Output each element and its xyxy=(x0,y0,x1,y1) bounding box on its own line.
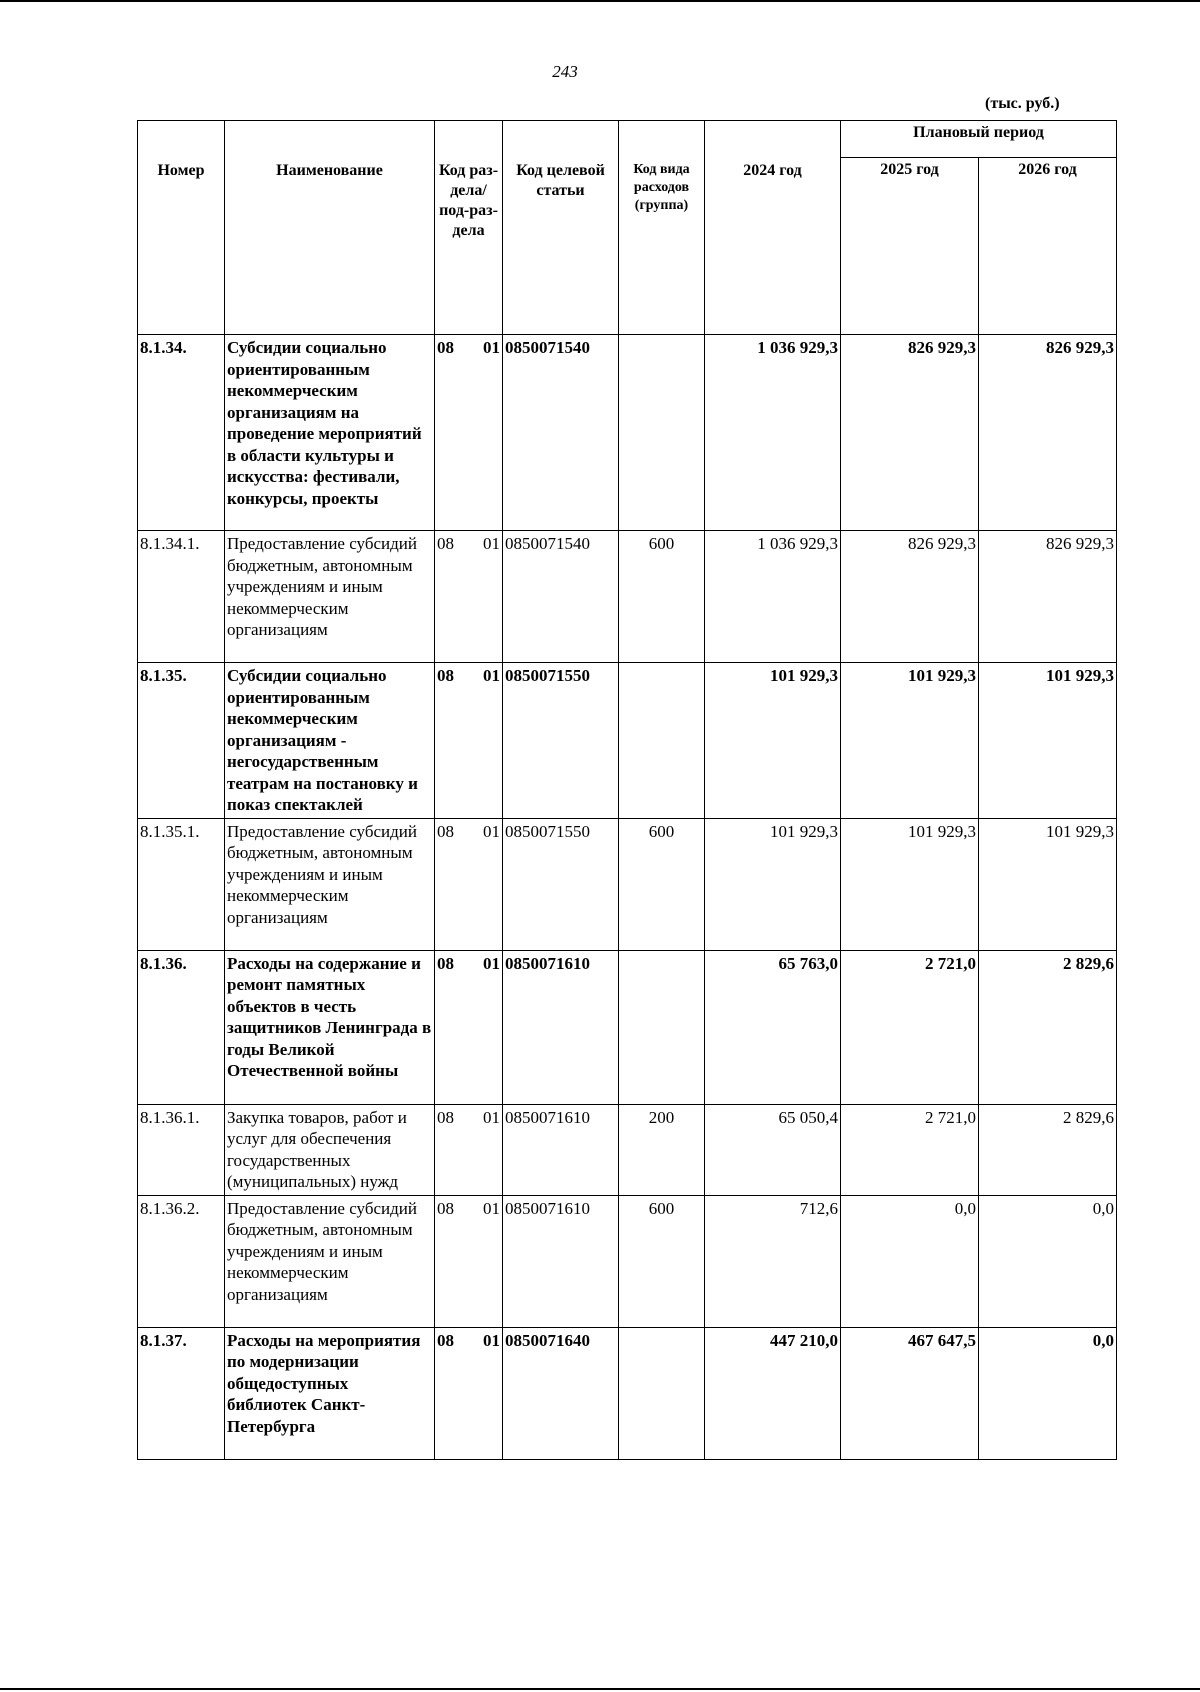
row-2024: 101 929,3 xyxy=(705,663,841,819)
row-target-code: 0850071610 xyxy=(503,1195,619,1327)
page-number: 243 xyxy=(552,62,578,81)
table-row xyxy=(138,950,1117,1104)
row-2025: 101 929,3 xyxy=(841,818,979,950)
row-subsection: 01 xyxy=(483,534,500,553)
table-row xyxy=(138,818,1117,950)
row-2025: 826 929,3 xyxy=(841,531,979,663)
row-subsection: 01 xyxy=(483,1198,500,1218)
row-2026: 826 929,3 xyxy=(979,531,1117,663)
row-expense-type xyxy=(619,1327,705,1459)
row-2026: 0,0 xyxy=(979,1327,1117,1459)
header-year-2026: 2026 год xyxy=(979,158,1117,335)
row-2024: 1 036 929,3 xyxy=(705,335,841,531)
table-row xyxy=(138,531,1117,663)
row-2026: 826 929,3 xyxy=(979,335,1117,531)
row-number: 8.1.36. xyxy=(138,950,225,1104)
row-2024: 65 050,4 xyxy=(705,1104,841,1195)
row-section: 08 xyxy=(437,666,454,685)
row-2025: 101 929,3 xyxy=(841,663,979,819)
header-year-2025: 2025 год xyxy=(841,158,979,335)
header-year-2024: 2024 год xyxy=(705,121,841,335)
row-2026: 101 929,3 xyxy=(979,818,1117,950)
row-target-code: 0850071640 xyxy=(503,1327,619,1459)
row-2024: 447 210,0 xyxy=(705,1327,841,1459)
row-target-code: 0850071540 xyxy=(503,335,619,531)
row-subsection: 01 xyxy=(483,1330,500,1350)
row-section: 08 xyxy=(437,1330,454,1350)
row-section: 08 xyxy=(437,821,454,841)
row-name: Предоставление субсидий бюджетным, автономным учреждениям и иным некоммерческим организациям xyxy=(225,818,435,950)
row-target-code: 0850071550 xyxy=(503,818,619,950)
row-expense-type: 600 xyxy=(619,1195,705,1327)
units-label: (тыс. руб.) xyxy=(985,95,1060,112)
row-2025: 2 721,0 xyxy=(841,950,979,1104)
row-number: 8.1.34. xyxy=(138,335,225,531)
header-section-code: Код раз-дела/ под-раз-дела xyxy=(435,121,503,335)
row-number: 8.1.36.2. xyxy=(138,1195,225,1327)
row-2025: 467 647,5 xyxy=(841,1327,979,1459)
row-2026: 0,0 xyxy=(979,1195,1117,1327)
row-target-code: 0850071540 xyxy=(503,531,619,663)
table-row xyxy=(138,335,1117,531)
row-section: 08 xyxy=(437,1107,454,1127)
row-name: Закупка товаров, работ и услуг для обеспечения государственных (муниципальных) нужд xyxy=(225,1104,435,1195)
row-2025: 0,0 xyxy=(841,1195,979,1327)
row-expense-type: 200 xyxy=(619,1104,705,1195)
row-name: Расходы на мероприятия по модернизации общедоступных библиотек Санкт-Петербурга xyxy=(225,1327,435,1459)
table-row xyxy=(138,663,1117,819)
row-2026: 2 829,6 xyxy=(979,950,1117,1104)
table-row xyxy=(138,1104,1117,1195)
row-number: 8.1.35. xyxy=(138,663,225,819)
table-row xyxy=(138,1195,1117,1327)
row-subsection: 01 xyxy=(483,821,500,841)
row-expense-type xyxy=(619,663,705,819)
row-target-code: 0850071610 xyxy=(503,1104,619,1195)
row-expense-type: 600 xyxy=(619,818,705,950)
row-2025: 2 721,0 xyxy=(841,1104,979,1195)
row-subsection: 01 xyxy=(483,953,500,973)
row-section: 08 xyxy=(437,1198,454,1218)
scan-bottom-edge xyxy=(0,1688,1200,1690)
header-expense-type: Код вида расходов (группа) xyxy=(619,121,705,335)
row-expense-type: 600 xyxy=(619,531,705,663)
row-number: 8.1.35.1. xyxy=(138,818,225,950)
row-2024: 1 036 929,3 xyxy=(705,531,841,663)
row-name: Субсидии социально ориентированным некоммерческим организациям - негосударственным театрам на постановку и показ спектаклей xyxy=(225,663,435,819)
row-2026: 2 829,6 xyxy=(979,1104,1117,1195)
row-name: Субсидии социально ориентированным некоммерческим организациям на проведение мероприятий в области культуры и искусства: фестивали, конкурсы, проекты xyxy=(225,335,435,531)
row-target-code: 0850071550 xyxy=(503,663,619,819)
scan-top-edge xyxy=(0,0,1200,2)
row-expense-type xyxy=(619,335,705,531)
header-number: Номер xyxy=(138,121,225,335)
row-2026: 101 929,3 xyxy=(979,663,1117,819)
header-name: Наименование xyxy=(225,121,435,335)
row-2024: 101 929,3 xyxy=(705,818,841,950)
row-expense-type xyxy=(619,950,705,1104)
row-subsection: 01 xyxy=(483,1107,500,1127)
row-subsection: 01 xyxy=(483,338,500,357)
row-section: 08 xyxy=(437,534,454,553)
table-row xyxy=(138,1327,1117,1459)
row-2024: 65 763,0 xyxy=(705,950,841,1104)
row-number: 8.1.37. xyxy=(138,1327,225,1459)
row-target-code: 0850071610 xyxy=(503,950,619,1104)
row-section: 08 xyxy=(437,953,454,973)
row-name: Предоставление субсидий бюджетным, автономным учреждениям и иным некоммерческим организациям xyxy=(225,531,435,663)
row-number: 8.1.36.1. xyxy=(138,1104,225,1195)
row-name: Расходы на содержание и ремонт памятных объектов в честь защитников Ленинграда в годы Великой Отечественной войны xyxy=(225,950,435,1104)
budget-table xyxy=(137,120,1117,1460)
row-2024: 712,6 xyxy=(705,1195,841,1327)
row-name: Предоставление субсидий бюджетным, автономным учреждениям и иным некоммерческим организациям xyxy=(225,1195,435,1327)
row-number: 8.1.34.1. xyxy=(138,531,225,663)
row-subsection: 01 xyxy=(483,666,500,685)
row-2025: 826 929,3 xyxy=(841,335,979,531)
row-section: 08 xyxy=(437,338,454,357)
header-planned-period: Плановый период xyxy=(841,121,1117,158)
header-target-code: Код целевой статьи xyxy=(503,121,619,335)
